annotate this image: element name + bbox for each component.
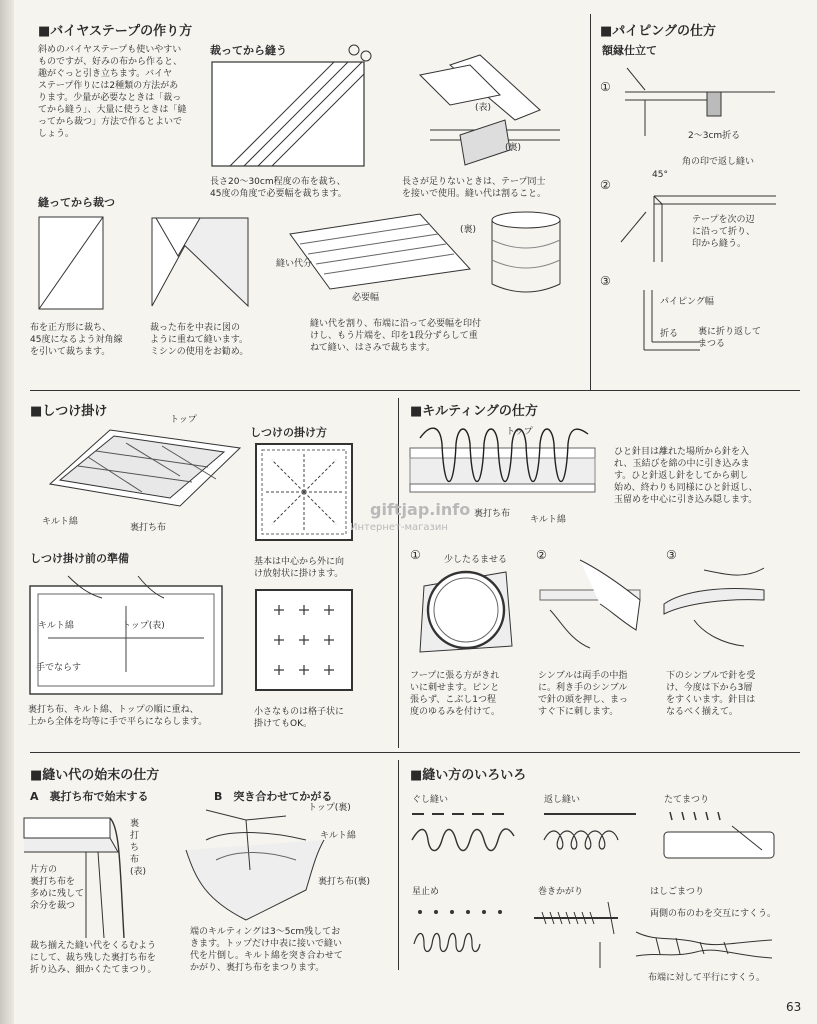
triangles-overlap-diagram xyxy=(150,216,250,310)
quilting-caption3: 下のシンブルで針を受 け、今度は下から3層 をすくいます。針目は なるべく揃えて。 xyxy=(666,671,756,717)
quilting-caption1: フープに張る方がきれ いに刺せます。ピンと 張らず、こぶし1つ程 度のゆるみを付けて。 xyxy=(410,671,500,717)
sew-then-cut-caption2: 裁った布を中表に図の ように重ねて縫います。 ミシンの使用をお勧め。 xyxy=(150,323,249,357)
cut-then-sew-caption: 長さ20〜30cm程度の布を裁ち、 45度の角度で必要幅を裁ちます。 xyxy=(210,177,347,199)
stitch-vertical-label: たてまつり xyxy=(664,795,710,805)
basting-prep-top: トップ(表) xyxy=(122,621,165,631)
tube-cylinder-diagram xyxy=(488,210,568,300)
stitch-vertical-diagram xyxy=(662,806,782,866)
stitch-ladder-note2: 布端に対して平行にすくう。 xyxy=(648,973,766,983)
basting-method-caption1: 基本は中心から外に向 け放射状に掛けます。 xyxy=(254,557,345,579)
quilting-step1-label: 少したるませる xyxy=(444,555,508,565)
seam-finish-b-top: トップ(裏) xyxy=(308,803,351,813)
quilting-thimble-diagram xyxy=(540,560,650,650)
seam-finish-b-heading: B 突き合わせてかがる xyxy=(214,790,333,803)
divider-horizontal-mid xyxy=(30,752,800,753)
tape-join-caption: 長さが足りないときは、テープ同士 を接いで使用。縫い代は割ること。 xyxy=(402,177,547,199)
basting-batting-label: キルト綿 xyxy=(42,517,78,527)
piping-step3-width: パイピング幅 xyxy=(660,297,714,307)
required-width-label: 必要幅 xyxy=(352,293,380,303)
piping-step3-fold: 折る xyxy=(660,329,679,339)
divider-vertical-mid xyxy=(398,398,399,748)
stitch-back-diagram xyxy=(542,806,652,856)
quilting-underhand-diagram xyxy=(664,560,774,650)
tube-strip-diagram xyxy=(290,214,480,294)
stitch-running-label: ぐし縫い xyxy=(412,795,449,805)
piping-step2-angle: 45° xyxy=(652,170,668,180)
ura-label: (裏) xyxy=(505,143,522,153)
piping-step3-caption: 裏に折り返して まつる xyxy=(698,327,762,349)
basting-prep-heading: しつけ掛け前の準備 xyxy=(30,552,129,565)
seam-finish-title: ■縫い代の始末の仕方 xyxy=(30,768,160,783)
grid-basting-diagram xyxy=(254,588,354,692)
seam-finish-b-caption: 端のキルティングは3〜5cm残してお きます。トップだけ中表に接いで縫い 代を片倒し。キルト綿を突き合わせて かがり、裏打ち布をまつります。 xyxy=(190,927,343,973)
stitch-backstitch-diagram xyxy=(410,900,520,960)
stitch-back-label: 返し縫い xyxy=(544,795,581,805)
seam-finish-b-backing: 裏打ち布(裏) xyxy=(318,877,371,887)
quilting-batting-label: キルト綿 xyxy=(530,515,566,525)
quilting-backing-label: 裏打ち布 xyxy=(474,509,511,519)
seam-finish-a-heading: A 裏打ち布で始末する xyxy=(30,790,149,803)
seam-finish-a-note: 片方の 裏打ち布を 多めに残して 余分を裁つ xyxy=(30,865,85,911)
stitch-ladder-note1: 両側の布のわを交互にすくう。 xyxy=(650,909,777,919)
quilting-intro: ひと針目は離れた場所から針を入 れ、玉結びを綿の中に引き込みま す。ひと針返し針をしてから刺し 始め、終わりも同様にひと針返し、 玉留めを中心に引き込み隠します。 xyxy=(614,447,758,505)
seam-allowance-label: 縫い代分 xyxy=(276,259,313,269)
basting-top-label: トップ xyxy=(170,415,197,425)
stitches-title: ■縫い方のいろいろ xyxy=(410,768,527,783)
radial-basting-diagram xyxy=(254,442,354,542)
quilting-step1: ① xyxy=(410,548,421,562)
stitch-backstitch-label: 星止め xyxy=(412,887,440,897)
piping-step3: ③ xyxy=(600,274,611,288)
piping-step1: ① xyxy=(600,80,611,94)
sew-then-cut-caption3: 縫い代を割り、布端に沿って必要幅を印付 けし、もう片端を、印を1段分ずらして重 ねて縫い、はさみで裁ちます。 xyxy=(310,319,482,353)
ura2-label: (裏) xyxy=(460,225,477,235)
piping-title: ■パイピングの仕方 xyxy=(600,24,717,39)
divider-vertical-bottom xyxy=(398,760,399,970)
quilting-step2: ② xyxy=(536,548,547,562)
quilting-caption2: シンブルは両手の中指 に。利き手のシンブル で針の頭を押し、まっ すぐ下に刺します。 xyxy=(538,671,629,717)
basting-title: ■しつけ掛け xyxy=(30,404,108,419)
piping-step1-diagram xyxy=(625,66,775,136)
cut-then-sew-diagram xyxy=(210,60,370,170)
bias-tape-title: ■バイヤステープの作り方 xyxy=(38,24,193,39)
basting-prep-smooth: 手でならす xyxy=(36,663,82,673)
basting-method-heading: しつけの掛け方 xyxy=(250,426,327,439)
quilt-layers-diagram xyxy=(40,424,240,514)
seam-finish-a-caption: 裁ち揃えた縫い代をくるむよう にして、裁ち残した裏打ち布を 折り込み、細かくたてまつり。 xyxy=(30,941,157,975)
piping-step1-caption: 角の印で返し縫い xyxy=(682,157,755,167)
seam-finish-b-batting: キルト綿 xyxy=(320,831,356,841)
stitch-ladder-label: はしごまつり xyxy=(650,887,705,897)
square-diagonal-diagram xyxy=(38,216,104,310)
piping-step2: ② xyxy=(600,178,611,192)
sew-then-cut-caption1: 布を正方形に裁ち、 45度になるよう対角線 を引いて裁ちます。 xyxy=(30,323,123,357)
page-number: 63 xyxy=(786,1000,802,1014)
piping-step1-fold: 2〜3cm折る xyxy=(688,131,741,141)
divider-vertical-top xyxy=(590,14,591,390)
seam-finish-a-side-label: 裏打ち布(表) xyxy=(130,819,147,877)
piping-subtitle: 額縁仕立て xyxy=(602,44,657,57)
watermark-shop: Интернет-магазин xyxy=(350,522,448,533)
quilting-title: ■キルティングの仕方 xyxy=(410,404,538,419)
stitch-ladder-diagram xyxy=(596,922,776,972)
piping-step2-caption: テープを次の辺 に沿って折り、 印から縫う。 xyxy=(692,215,756,249)
stitch-running-diagram xyxy=(410,806,520,856)
divider-horizontal-top xyxy=(30,390,800,391)
basting-prep-caption: 裏打ち布、キルト綿、トップの順に重ね、 上から全体を均等に手で平らにならします。 xyxy=(28,705,208,727)
basting-prep-batting: キルト綿 xyxy=(38,621,74,631)
seam-finish-b-diagram xyxy=(186,810,326,920)
quilting-hoop-diagram xyxy=(416,566,516,656)
page-gutter-shadow xyxy=(0,0,14,1024)
stitch-whip-label: 巻きかがり xyxy=(538,887,584,897)
sew-then-cut-heading: 縫ってから裁つ xyxy=(38,196,115,209)
basting-backing-label: 裏打ち布 xyxy=(130,523,167,533)
omote-label: (表) xyxy=(475,103,492,113)
scissors-icon xyxy=(349,45,371,61)
bias-tape-intro: 斜めのバイヤステープも使いやすい ものですが、好みの布から作ると、 趣がぐっと引き立ちます。バイヤ ステープ作りには2種類の方法があ ります。少量が必要なときは「裁っ てから縫う」、大量に使うときは「縫 ってから裁つ」方法で作るとよいで しょう。 xyxy=(38,45,187,139)
basting-prep-diagram xyxy=(28,576,224,698)
tape-join-diagram xyxy=(420,50,570,165)
basting-method-caption2: 小さなものは格子状に 掛けてもOK。 xyxy=(254,707,345,729)
quilting-top-label: トップ xyxy=(506,427,533,437)
cut-then-sew-heading: 裁ってから縫う xyxy=(210,44,287,57)
quilting-step3: ③ xyxy=(666,548,677,562)
watermark-site: giftjap.info xyxy=(370,500,471,519)
